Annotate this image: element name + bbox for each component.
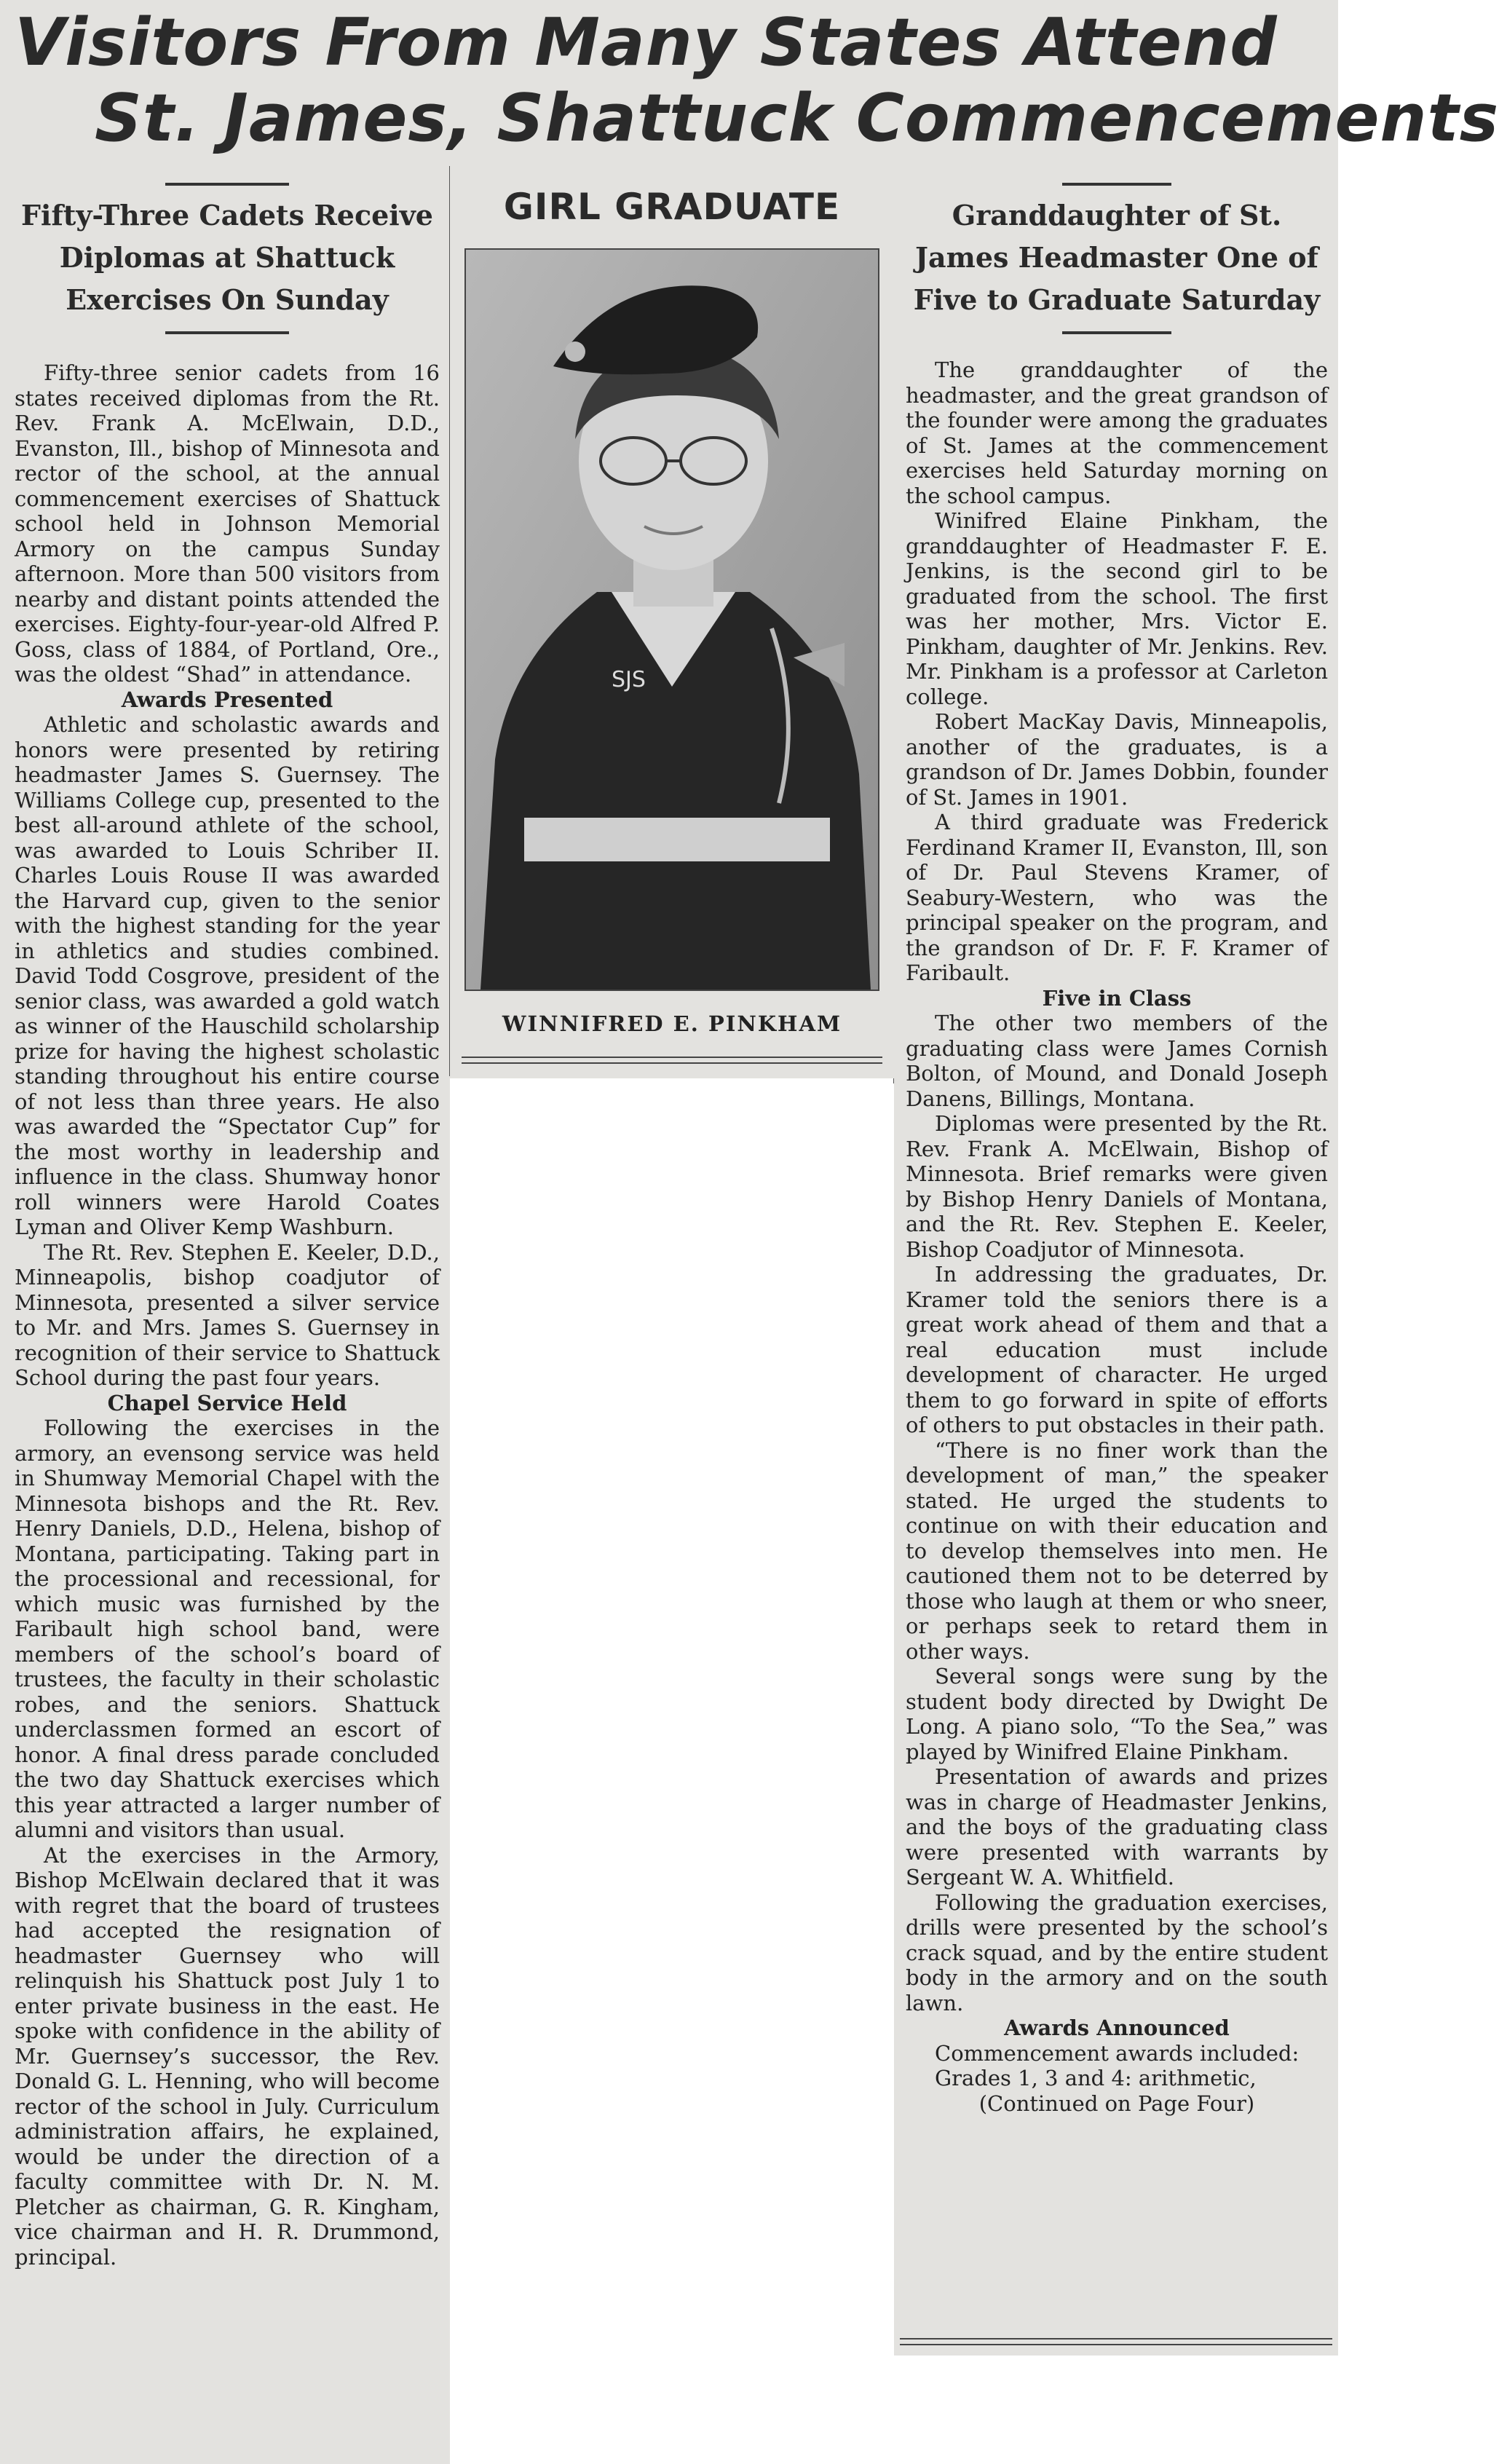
continued-note: (Continued on Page Four): [978, 2090, 1255, 2116]
right-article-body: [906, 358, 1328, 2116]
left-column-article: [0, 164, 450, 2464]
right-paragraph-1: The granddaughter of the headmaster, and the great grandson of the founder were among the graduates of St. James at the commencement exercises held Saturday morning on the school campus.: [906, 358, 1328, 508]
deck-top-rule: [165, 183, 289, 186]
middle-column-photo: [450, 164, 894, 1078]
caption-bottom-rule: [462, 1057, 882, 1064]
right-deck-bottom-rule: [1062, 331, 1171, 334]
left-article-body: [15, 360, 440, 2270]
right-deck-top-rule: [1062, 183, 1171, 186]
right-paragraph-2: Winifred Elaine Pinkham, the granddaughter of Headmaster F. E. Jenkins, is the second girl to be graduated from the school. The first was her mother, Mrs. Victor E. Pinkham, daughter of Mr. Jenkins. Rev. Mr. Pinkham is a professor at Carleton college.: [906, 508, 1328, 709]
left-deck-headline: Fifty-Three Cadets Receive Diplomas at Shattuck Exercises On Sunday: [21, 199, 433, 316]
right-paragraph-10: Presentation of awards and prizes was in charge of Headmaster Jenkins, and the boys of the graduating class were presented with warrants by Sergeant W. A. Whitfield.: [906, 1764, 1328, 1890]
right-paragraph-5: The other two members of the graduating class were James Cornish Bolton, of Mound, and Donald Joseph Danens, Billings, Montana.: [906, 1011, 1328, 1111]
left-paragraph-4: Following the exercises in the armory, an evensong service was held in Shumway Memorial Chapel with the Minnesota bishops and the Rt. Rev. Henry Daniels, D.D., Helena, bishop of Montana, participating. Taking part in the processional and recessional, for which music was furnished by the Faribault high school band, were members of the school’s board of trustees, the faculty in their scholastic robes, and the seniors. Shattuck underclassmen formed an escort of honor. A final dress parade concluded the two day Shattuck exercises which this year attracted a larger number of alumni and visitors than usual.: [15, 1415, 440, 1842]
headline-banner: [0, 0, 1499, 164]
right-paragraph-7: In addressing the graduates, Dr. Kramer told the seniors there is a great work ahead of them and that a real education must include development of character. He urged them to go forward in spite of efforts of others to put obstacles in their path.: [906, 1262, 1328, 1437]
right-paragraph-6: Diplomas were presented by the Rt. Rev. Frank A. McElwain, Bishop of Minnesota. Brief remarks were given by Bishop Henry Daniels of Montana, and the Rt. Rev. Stephen E. Keeler, Bishop Coadjutor of Minnesota.: [906, 1111, 1328, 1262]
right-paragraph-9: Several songs were sung by the student body directed by Dwight De Long. A piano solo, “To the Sea,” was played by Winifred Elaine Pinkham.: [906, 1664, 1328, 1764]
right-subhead-awards: Awards Announced: [1004, 2015, 1230, 2040]
headline-line-1: Visitors From Many States Attend: [15, 4, 1278, 81]
left-subhead-chapel: Chapel Service Held: [107, 1390, 347, 1415]
left-paragraph-2: Athletic and scholastic awards and honors were presented by retiring headmaster James S. Guernsey. The Williams College cup, presented to the best all-around athlete of the school, was awarded to Louis Schriber II. Charles Louis Rouse II was awarded the Harvard cup, given to the senior with the highest standing for the year in athletics and studies combined. David Todd Cosgrove, president of the senior class, was awarded a gold watch as winner of the Hauschild scholarship prize for having the highest scholastic standing throughout his entire course of not less than three years. He also was awarded the “Spectator Cup” for the most worthy in leadership and influence in the class. Shumway honor roll winners were Harold Coates Lyman and Oliver Kemp Washburn.: [15, 712, 440, 1239]
graduate-portrait-photo: [464, 248, 879, 991]
right-subhead-five: Five in Class: [1042, 985, 1192, 1011]
photo-caption: WINNIFRED E. PINKHAM: [502, 1011, 842, 1036]
uniform-badge: SJS: [612, 667, 646, 692]
left-subhead-awards: Awards Presented: [121, 687, 333, 712]
right-column-article: [894, 164, 1338, 2356]
right-paragraph-3: Robert MacKay Davis, Minneapolis, another of the graduates, is a grandson of Dr. James Dobbin, founder of St. James in 1901.: [906, 709, 1328, 810]
right-paragraph-4: A third graduate was Frederick Ferdinand Kramer II, Evanston, Ill, son of Dr. Paul Stevens Kramer, of Seabury-Western, who was the principal speaker on the program, and the grandson of Dr. F. F. Kramer of Faribault.: [906, 810, 1328, 985]
right-paragraph-11: Following the graduation exercises, drills were presented by the school’s crack squad, and by the entire student body in the armory and on the south lawn.: [906, 1890, 1328, 2015]
right-paragraph-8: “There is no finer work than the development of man,” the speaker stated. He urged the students to continue on with their education and to develop themselves into men. He cautioned them not to be deterred by those who laugh at them or who sneer, or perhaps seek to retard them in other ways.: [906, 1437, 1328, 1664]
right-paragraph-12: Commencement awards included:: [935, 2040, 1300, 2066]
right-deck-headline: Granddaughter of St. James Headmaster One of Five to Graduate Saturday: [913, 199, 1321, 316]
right-paragraph-13: Grades 1, 3 and 4: arithmetic,: [935, 2066, 1257, 2090]
photo-title: GIRL GRADUATE: [503, 186, 841, 228]
left-paragraph-5: At the exercises in the Armory, Bishop McElwain declared that it was with regret that the board of trustees had accepted the resignation of headmaster Guernsey who will relinquish his Shattuck post July 1 to enter private business in the east. He spoke with confidence in the ability of Mr. Guernsey’s successor, the Rev. Donald G. L. Henning, who will become rector of the school in July. Curriculum administration affairs, he explained, would be under the direction of a faculty committee with Dr. N. M. Pletcher as chairman, G. R. Kingham, vice chairman and H. R. Drummond, principal.: [15, 1842, 440, 2270]
right-column-end-rule: [900, 2338, 1332, 2345]
left-paragraph-1: Fifty-three senior cadets from 16 states received diplomas from the Rt. Rev. Frank A. McElwain, D.D., Evanston, Ill., bishop of Minnesota and rector of the school, at the annual commencement exercises of Shattuck school held in Johnson Memorial Armory on the campus Sunday afternoon. More than 500 visitors from nearby and distant points attended the exercises. Eighty-four-year-old Alfred P. Goss, class of 1884, of Portland, Ore., was the oldest “Shad” in attendance.: [15, 360, 440, 687]
left-paragraph-3: The Rt. Rev. Stephen E. Keeler, D.D., Minneapolis, bishop coadjutor of Minnesota, presented a silver service to Mr. and Mrs. James S. Guernsey in recognition of their service to Shattuck School during the past four years.: [15, 1239, 440, 1390]
deck-bottom-rule: [165, 331, 289, 334]
portrait-illustration: [466, 250, 878, 990]
headline-line-2: St. James, Shattuck Commencements: [95, 80, 1499, 157]
